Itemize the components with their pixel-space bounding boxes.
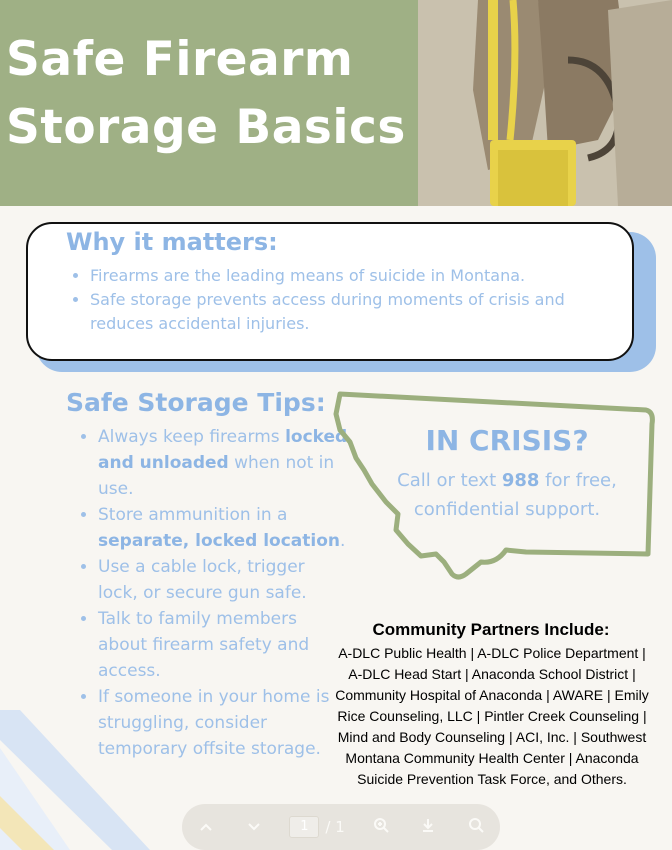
why-it-matters-card [26, 222, 634, 361]
tip-item: • If someone in your home is struggling, consider temporary offsite storage. [98, 684, 348, 762]
partners-heading: Community Partners Include: [372, 620, 610, 639]
crisis-heading: IN CRISIS? [425, 424, 589, 457]
zoom-in-icon[interactable] [369, 817, 393, 837]
tips-heading: Safe Storage Tips: [66, 388, 326, 417]
search-icon[interactable] [464, 817, 488, 837]
tip-text: Store ammunition in a [98, 505, 288, 525]
download-icon[interactable] [416, 817, 440, 837]
tip-item [98, 424, 348, 502]
tip-text: when not in use. [98, 453, 335, 499]
tip-text: . [340, 531, 346, 551]
title-line-1: Safe Firearm [6, 32, 354, 87]
tip-item: • Use a cable lock, trigger lock, or secure gun safe. [98, 554, 348, 606]
tip-emphasis: separate, locked location [98, 531, 341, 551]
why-bullet: • Firearms are the leading means of suicide in Montana. [90, 264, 610, 288]
why-bullet: • Safe storage prevents access during moments of crisis and reduces accidental injuries. [90, 288, 610, 336]
crisis-text-a: Call or text [397, 470, 502, 491]
chevron-down-icon[interactable] [242, 818, 266, 836]
crisis-text-b: for free, confidential support. [413, 470, 617, 520]
page-indicator [289, 816, 344, 838]
tip-text: Always keep firearms [98, 427, 286, 447]
pdf-viewer-toolbar [182, 804, 500, 850]
partners-list: A-DLC Public Health | A-DLC Police Department | A-DLC Head Start | Anaconda School District | Community Hospital of Anaconda | AWARE | Emily Rice Counseling, LLC | Pintler Creek Counseling | Mind and Body Counseling | ACI, Inc. | Southwest Montana Community Health Center | Anaconda Suicide Prevention Task Force, and Others. [335, 645, 649, 787]
tip-emphasis: locked and unloaded [98, 427, 348, 473]
tip-item: • Talk to family members about firearm safety and access. [98, 606, 348, 684]
title-line-2: Storage Basics [6, 100, 406, 155]
why-list [70, 264, 610, 336]
header-banner [0, 0, 672, 206]
why-heading: Why it matters: [66, 228, 278, 256]
page-number-input[interactable]: 1 [289, 816, 319, 838]
crisis-number: 988 [501, 470, 540, 491]
page-total: / 1 [325, 818, 345, 836]
gun-lock-photo [418, 0, 672, 206]
chevron-up-icon[interactable] [194, 818, 218, 836]
tip-item [98, 502, 348, 554]
page-title [6, 26, 406, 162]
crisis-message [394, 466, 620, 524]
decorative-stripes [0, 700, 200, 850]
